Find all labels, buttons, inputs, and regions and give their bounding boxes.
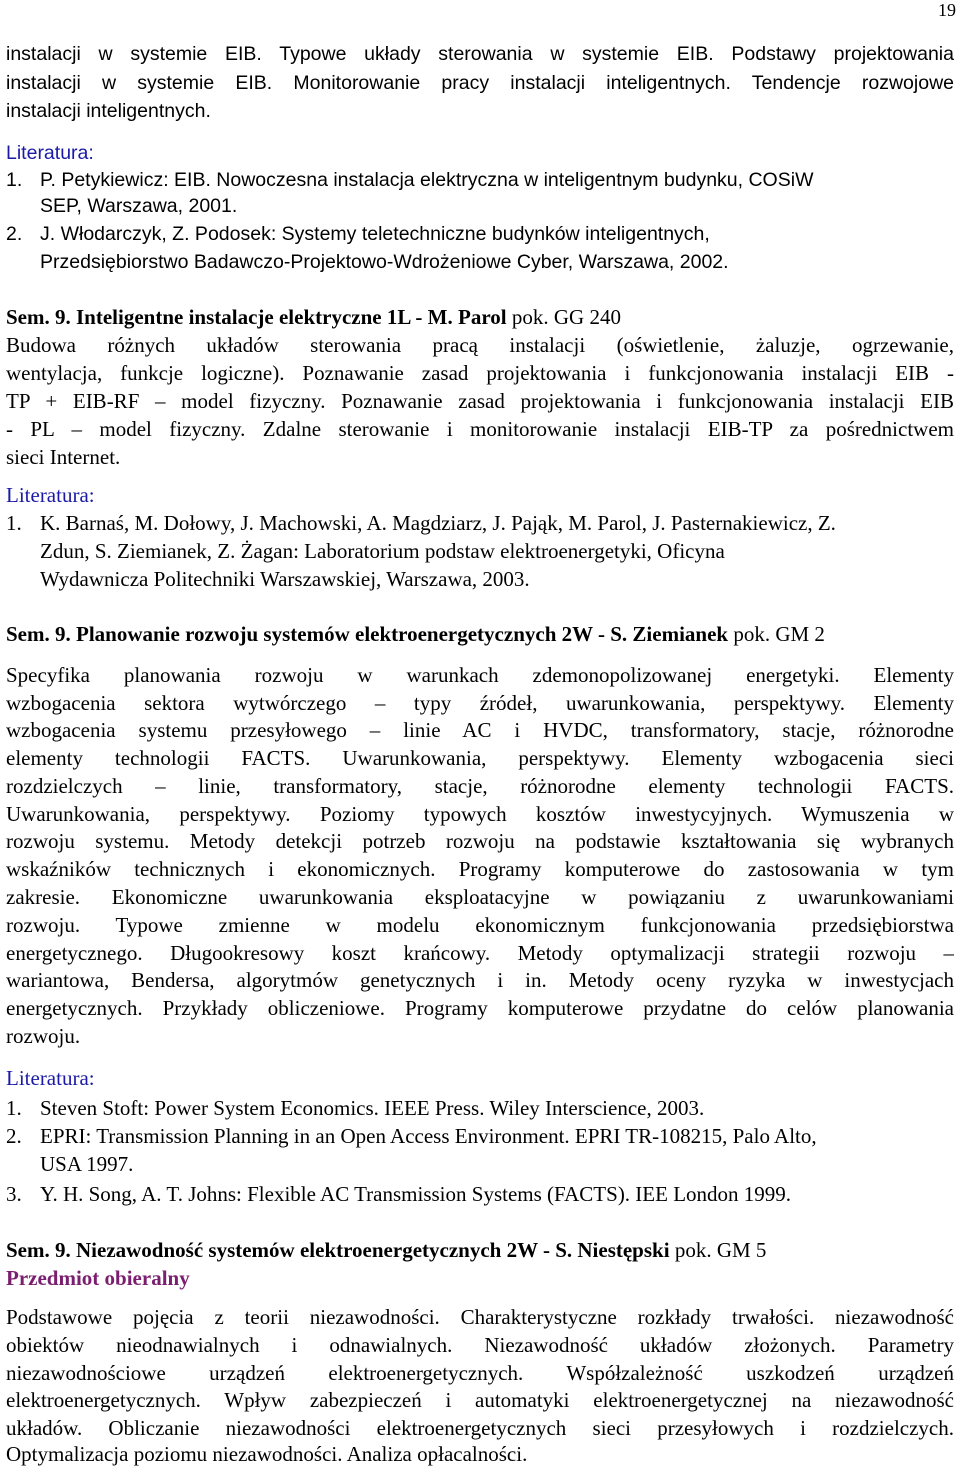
list-item: P. Petykiewicz: EIB. Nowoczesna instalacja elektryczna w inteligentnym budynku, COSiW <box>40 169 814 191</box>
section-title <box>6 620 825 648</box>
body-line: rozdzielczych – linie, transformatory, stacje, różnorodne elementy technologii FACTS. <box>6 774 954 798</box>
section-title-bold: Sem. 9. Niezawodność systemów elektroenergetycznych 2W - S. Niestępski <box>6 1238 670 1262</box>
body-line: wskaźników technicznych i ekonomicznych. Programy komputerowe do zastosowania w tym <box>6 857 954 881</box>
section-title <box>6 303 621 331</box>
body-line: niezawodnościowe urządzeń elektroenergetycznych. Współzależność uszkodzeń urządzeń <box>6 1361 954 1385</box>
intro-line: instalacji w systemie EIB. Typowe układy sterowania w systemie EIB. Podstawy projektowania <box>6 43 954 65</box>
list-item-cont: Przedsiębiorstwo Badawczo-Projektowo-Wdrożeniowe Cyber, Warszawa, 2002. <box>40 251 729 273</box>
body-line: rozwoju. <box>6 1024 81 1048</box>
page-number: 19 <box>938 0 956 20</box>
intro-line: instalacji w systemie EIB. Monitorowanie pracy instalacji inteligentnych. Tendencje rozwojowe <box>6 72 954 94</box>
body-line: rozwoju systemu. Metody detekcji potrzeb rozwoju na podstawie kształtowania się wybranych <box>6 829 954 853</box>
body-line: Uwarunkowania, perspektywy. Poziomy typowych kosztów inwestycyjnych. Wymuszenia w <box>6 802 954 826</box>
list-number: 3. <box>6 1182 22 1206</box>
list-item-cont: Zdun, S. Ziemianek, Z. Żagan: Laboratorium podstaw elektroenergetyki, Oficyna <box>40 539 725 563</box>
section-room: pok. GG 240 <box>506 305 621 329</box>
section-room: pok. GM 2 <box>728 622 825 646</box>
body-line: elementy technologii FACTS. Uwarunkowania, perspektywy. Elementy wzbogacenia sieci <box>6 746 954 770</box>
literature-heading: Literatura: <box>6 483 95 507</box>
body-line: sieci Internet. <box>6 445 121 469</box>
list-number: 1. <box>6 511 22 535</box>
list-number: 1. <box>6 1096 22 1120</box>
list-number: 1. <box>6 169 23 191</box>
body-line: zakresie. Ekonomiczne uwarunkowania eksploatacyjne w powiązaniu z uwarunkowaniami <box>6 885 954 909</box>
body-line: obiektów nieodnawialnych i odnawialnych. Niezawodność układów złożonych. Parametry <box>6 1333 954 1357</box>
body-line: wzbogacenia systemu przesyłowego – linie AC i HVDC, transformatory, stacje, różnorodne <box>6 718 954 742</box>
list-number: 2. <box>6 1124 22 1148</box>
elective-label: Przedmiot obieralny <box>6 1266 190 1290</box>
list-item: J. Włodarczyk, Z. Podosek: Systemy teletechniczne budynków inteligentnych, <box>40 223 710 245</box>
list-item: Steven Stoft: Power System Economics. IEEE Press. Wiley Interscience, 2003. <box>40 1096 705 1120</box>
list-item-cont: Wydawnicza Politechniki Warszawskiej, Warszawa, 2003. <box>40 567 530 591</box>
list-item: EPRI: Transmission Planning in an Open Access Environment. EPRI TR-108215, Palo Alto, <box>40 1124 817 1148</box>
body-line: wariantowa, Bendersa, algorytmów genetycznych i in. Metody oceny ryzyka w inwestycjach <box>6 968 954 992</box>
body-line: wentylacja, funkcje logiczne). Poznawanie zasad projektowania i funkcjonowania instalacji EIB - <box>6 361 954 385</box>
section-title-bold: Sem. 9. Planowanie rozwoju systemów elektroenergetycznych 2W - S. Ziemianek <box>6 622 729 646</box>
list-item: Y. H. Song, A. T. Johns: Flexible AC Transmission Systems (FACTS). IEE London 1999. <box>40 1182 792 1206</box>
body-line: rozwoju. Typowe zmienne w modelu ekonomicznym funkcjonowania przedsiębiorstwa <box>6 913 954 937</box>
body-line: energetycznego. Długookresowy koszt krańcowy. Metody optymalizacji strategii rozwoju – <box>6 941 954 965</box>
section-title <box>6 1236 766 1264</box>
body-line: Specyfika planowania rozwoju w warunkach zdemonopolizowanej energetyki. Elementy <box>6 663 954 687</box>
list-item-cont: USA 1997. <box>40 1152 134 1176</box>
body-line: układów. Obliczanie niezawodności elektroenergetycznych sieci przesyłowych i rozdzielczych. <box>6 1416 954 1440</box>
body-line: Podstawowe pojęcia z teorii niezawodności. Charakterystyczne rozkłady trwałości. niezawodność <box>6 1305 954 1329</box>
list-item: K. Barnaś, M. Dołowy, J. Machowski, A. Magdziarz, J. Pająk, M. Parol, J. Pasternakiewicz, Z. <box>40 511 836 535</box>
list-item-cont: SEP, Warszawa, 2001. <box>40 195 238 217</box>
body-line: TP + EIB-RF – model fizyczny. Poznawanie zasad projektowania i funkcjonowania instalacji EIB <box>6 389 954 413</box>
section-room: pok. GM 5 <box>669 1238 767 1262</box>
body-line: wzbogacenia sektora wytwórczego – typy źródeł, uwarunkowania, perspektywy. Elementy <box>6 691 954 715</box>
literature-heading: Literatura: <box>6 142 94 164</box>
intro-line: instalacji inteligentnych. <box>6 100 211 122</box>
section-title-bold: Sem. 9. Inteligentne instalacje elektryczne 1L - M. Parol <box>6 305 507 329</box>
literature-heading: Literatura: <box>6 1066 95 1090</box>
body-line: Optymalizacja poziomu niezawodności. Analiza opłacalności. <box>6 1442 528 1466</box>
body-line: Budowa różnych układów sterowania pracą instalacji (oświetlenie, żaluzje, ogrzewanie, <box>6 333 954 357</box>
body-line: energetycznych. Przykłady obliczeniowe. Programy komputerowe przydatne do celów planowania <box>6 996 954 1020</box>
body-line: - PL – model fizyczny. Zdalne sterowanie i monitorowanie instalacji EIB-TP za pośrednictwem <box>6 417 954 441</box>
list-number: 2. <box>6 223 23 245</box>
body-line: elektroenergetycznych. Wpływ zabezpieczeń i automatyki elektroenergetycznej na niezawodność <box>6 1388 954 1412</box>
